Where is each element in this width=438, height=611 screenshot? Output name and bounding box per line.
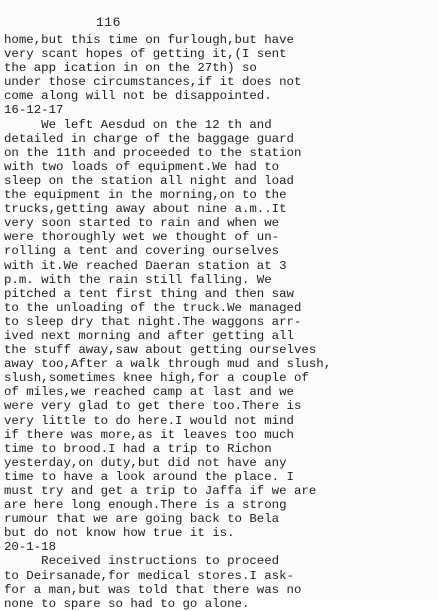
text-line: time to brood.I had a trip to Richon: [4, 441, 272, 456]
text-line: We left Aesdud on the 12 th and: [4, 117, 272, 132]
text-line: to Deirsanade,for medical stores.I ask-: [4, 568, 294, 583]
text-line: very scant hopes of getting it,(I sent: [4, 47, 287, 62]
text-line: were very glad to get there too.There is: [4, 399, 302, 414]
text-line: time to have a look around the place. I: [4, 469, 294, 484]
text-line: must try and get a trip to Jaffa if we are: [4, 484, 317, 498]
page-number: 116: [96, 15, 121, 30]
text-line: were thoroughly wet we thought of un-: [4, 230, 280, 245]
text-line: home,but this time on furlough,but have: [4, 33, 294, 47]
typed-text-body: [4, 33, 438, 611]
text-line: p.m. with the rain still falling. We: [4, 272, 272, 287]
text-line: slush,sometimes knee high,for a couple of: [4, 371, 309, 386]
text-line: yesterday,on duty,but did not have any: [4, 455, 287, 470]
text-line: very soon started to rain and when we: [4, 216, 280, 231]
text-line: of miles,we reached camp at last and we: [4, 385, 294, 400]
text-line: very little to do here.I would not mind: [4, 413, 294, 428]
text-line: Received instructions to proceed: [4, 554, 280, 569]
text-line: pitched a tent first thing and then saw: [4, 286, 294, 301]
text-line: none to spare so had to go alone.: [4, 596, 250, 611]
text-line: to the unloading of the truck.We managed: [4, 300, 302, 315]
text-line: if there was more,as it leaves too much: [4, 427, 294, 442]
text-line: 20-1-18: [4, 540, 57, 555]
text-line: away too,After a walk through mud and slush,: [4, 357, 332, 372]
text-line: rumour that we are going back to Bela: [4, 512, 280, 527]
text-line: for a man,but was told that there was no: [4, 582, 302, 597]
text-line: trucks,getting away about nine a.m..It: [4, 202, 287, 217]
text-line: the stuff away,saw about getting ourselves: [4, 343, 317, 358]
text-line: rolling a tent and covering ourselves: [4, 244, 280, 259]
text-line: but do not know how true it is.: [4, 526, 235, 541]
text-line: with two loads of equipment.We had to: [4, 159, 280, 174]
text-line: ived next morning and after getting all: [4, 328, 294, 343]
text-line: 16-12-17: [4, 103, 64, 118]
text-line: detailed in charge of the baggage guard: [4, 131, 294, 146]
text-line: the equipment in the morning,on to the: [4, 188, 287, 203]
text-line: with it.We reached Daeran station at 3: [4, 258, 287, 273]
text-line: are here long enough.There is a strong: [4, 498, 287, 513]
text-line: under those circumstances,if it does not: [4, 75, 302, 90]
text-line: the app ication in on the 27th) so: [4, 61, 257, 76]
text-line: to sleep dry that night.The waggons arr-: [4, 314, 302, 329]
text-line: sleep on the station all night and load: [4, 173, 294, 188]
text-line: come along will not be disappointed.: [4, 89, 272, 104]
text-line: on the 11th and proceeded to the station: [4, 145, 302, 160]
